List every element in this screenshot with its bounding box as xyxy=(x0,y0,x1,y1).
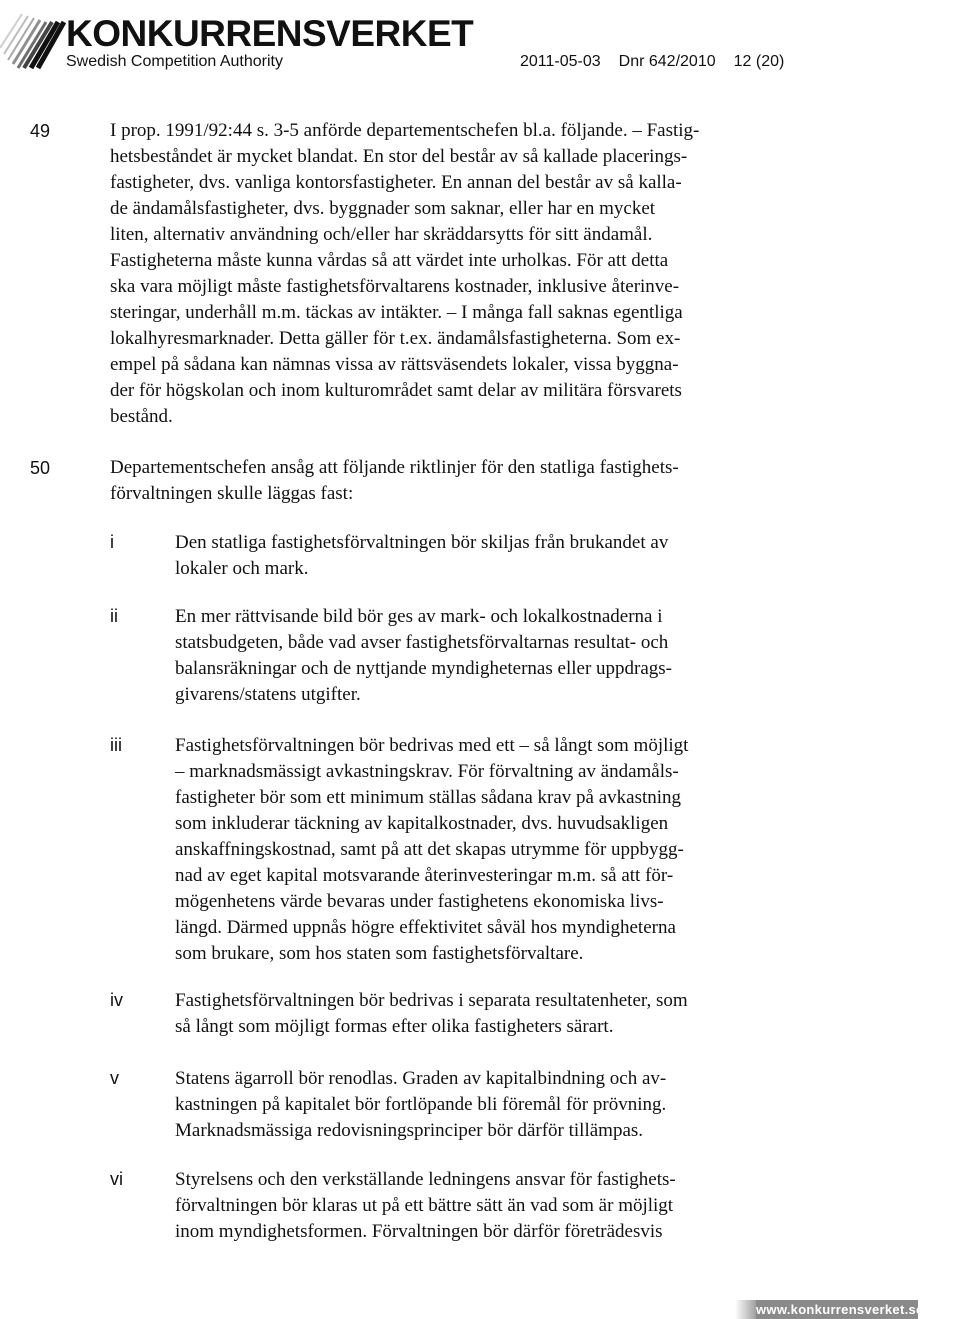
paragraph-line: Departementschefen ansåg att följande riktlinjer för den statliga fastighets- xyxy=(110,457,679,478)
page-number: 12 (20) xyxy=(733,53,785,70)
paragraph-line: Fastigheterna måste kunna vårdas så att värdet inte urholkas. För att detta xyxy=(110,250,669,271)
item-line: givarens/statens utgifter. xyxy=(175,684,361,705)
item-line: förvaltningen bör klaras ut på ett bättre sätt än vad som är möjligt xyxy=(175,1195,674,1216)
item-line: Den statliga fastighetsförvaltningen bör skiljas från brukandet av xyxy=(175,532,669,553)
document-date: 2011-05-03 xyxy=(520,53,601,70)
konkurrensverket-logo-icon xyxy=(0,8,66,70)
paragraph-line: lokalhyresmarknader. Detta gäller för t.ex. ändamålsfastigheterna. Som ex- xyxy=(110,328,681,349)
paragraph-line: förvaltningen skulle läggas fast: xyxy=(110,483,354,504)
item-numeral: v xyxy=(110,1068,119,1088)
item-line: Fastighetsförvaltningen bör bedrivas med ett – så långt som möjligt xyxy=(175,735,689,756)
item-numeral: ii xyxy=(110,606,118,626)
item-line: Statens ägarroll bör renodlas. Graden av kapitalbindning och av- xyxy=(175,1068,667,1089)
item-numeral: iii xyxy=(110,735,122,755)
paragraph-line: ska vara möjligt måste fastighetsförvaltarens kostnader, inklusive återinve- xyxy=(110,276,680,297)
paragraph-line: der för högskolan och inom kulturområdet samt delar av militära försvarets xyxy=(110,380,682,401)
item-numeral: i xyxy=(110,532,114,552)
item-line: mögenhetens värde bevaras under fastighetens ekonomiska livs- xyxy=(175,891,664,912)
item-line: kastningen på kapitalet bör fortlöpande bli föremål för prövning. xyxy=(175,1094,667,1115)
document-reference: Dnr 642/2010 xyxy=(618,53,716,70)
paragraph-line: I prop. 1991/92:44 s. 3-5 anförde departementschefen bl.a. följande. – Fastig- xyxy=(110,120,700,141)
item-line: Fastighetsförvaltningen bör bedrivas i separata resultatenheter, som xyxy=(175,990,688,1011)
item-line: som brukare, som hos staten som fastighetsförvaltare. xyxy=(175,943,584,964)
brand-title: KONKURRENSVERKET xyxy=(66,13,474,54)
item-line: längd. Därmed uppnås högre effektivitet såväl hos myndigheterna xyxy=(175,917,676,938)
footer-website-link[interactable]: www.konkurrensverket.se xyxy=(756,1302,924,1317)
item-line: nad av eget kapital motsvarande återinvesteringar m.m. så att för- xyxy=(175,865,674,886)
paragraph-line: hetsbeståndet är mycket blandat. En stor del består av så kallade placerings- xyxy=(110,146,688,167)
paragraph-line: bestånd. xyxy=(110,406,173,427)
paragraph-line: de ändamålsfastigheter, dvs. byggnader som saknar, eller har en mycket xyxy=(110,198,656,219)
paragraph-number: 49 xyxy=(30,121,51,141)
paragraph-number: 50 xyxy=(30,458,51,478)
brand-subtitle: Swedish Competition Authority xyxy=(66,53,283,70)
paragraph-line: fastigheter, dvs. vanliga kontorsfastigheter. En annan del består av så kalla- xyxy=(110,172,682,193)
document-header xyxy=(0,0,960,80)
item-line: lokaler och mark. xyxy=(175,558,309,579)
item-line: som inkluderar täckning av kapitalkostnader, dvs. huvudsakligen xyxy=(175,813,669,834)
item-line: Styrelsens och den verkställande ledningens ansvar för fastighets- xyxy=(175,1169,676,1190)
item-line: Marknadsmässiga redovisningsprinciper bör därför tillämpas. xyxy=(175,1120,644,1141)
item-line: anskaffningskostnad, samt på att det skapas utrymme för uppbygg- xyxy=(175,839,684,860)
item-line: inom myndighetsformen. Förvaltningen bör därför företrädesvis xyxy=(175,1221,663,1242)
item-numeral: iv xyxy=(110,990,123,1010)
footer-gradient xyxy=(735,1300,756,1319)
document-meta xyxy=(520,52,784,72)
item-line: så långt som möjligt formas efter olika fastigheters särart. xyxy=(175,1016,614,1037)
item-line: – marknadsmässigt avkastningskrav. För förvaltning av ändamåls- xyxy=(175,761,679,782)
item-line: statsbudgeten, både vad avser fastighetsförvaltarnas resultat- och xyxy=(175,632,669,653)
item-line: En mer rättvisande bild bör ges av mark- och lokalkostnaderna i xyxy=(175,606,663,627)
paragraph-line: empel på sådana kan nämnas vissa av rättsväsendets lokaler, vissa byggna- xyxy=(110,354,679,375)
item-line: balansräkningar och de nyttjande myndigheternas eller uppdrags- xyxy=(175,658,672,679)
paragraph-line: steringar, underhåll m.m. täckas av intäkter. – I många fall saknas egentliga xyxy=(110,302,683,323)
item-line: fastigheter bör som ett minimum ställas sådana krav på avkastning xyxy=(175,787,682,808)
paragraph-line: liten, alternativ användning och/eller har skräddarsytts för sitt ändamål. xyxy=(110,224,653,245)
item-numeral: vi xyxy=(110,1169,123,1189)
